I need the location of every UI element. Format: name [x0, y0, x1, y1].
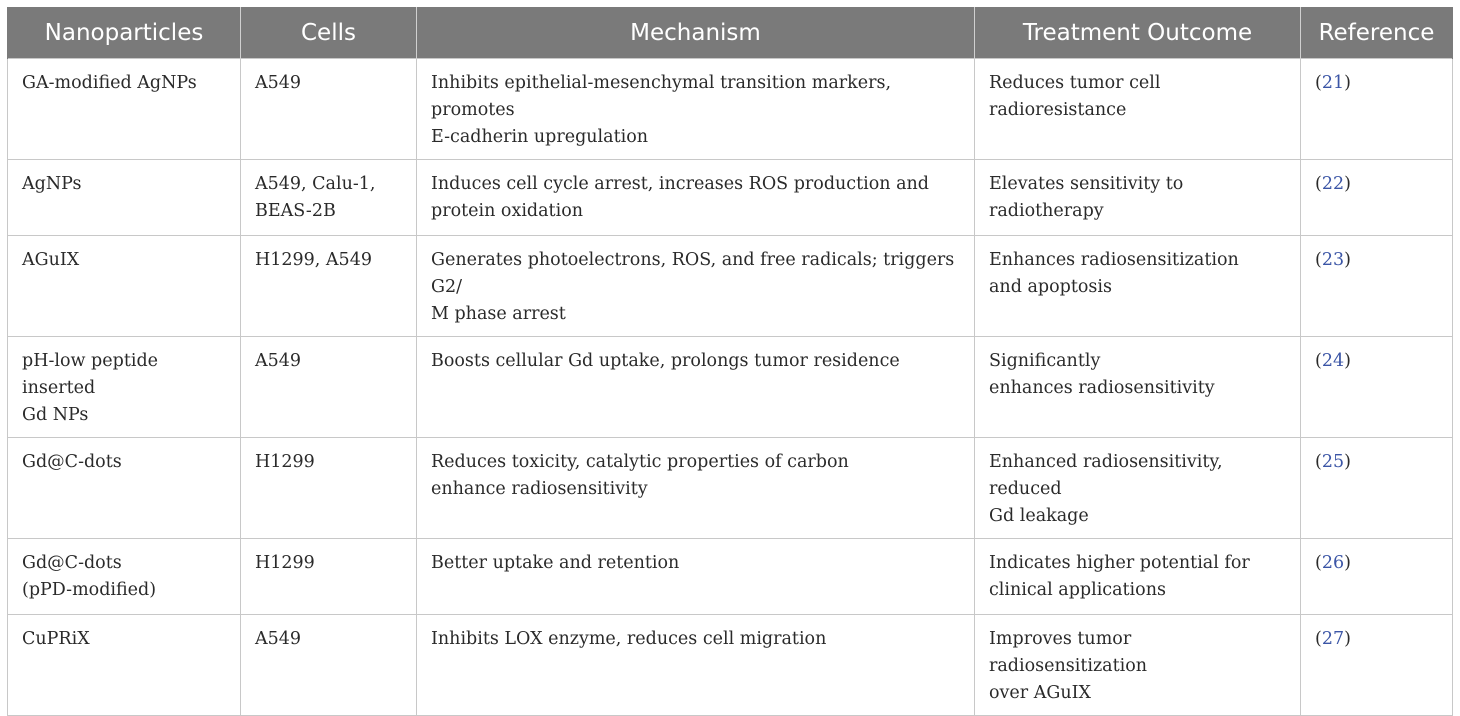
cell-text-line: Better uptake and retention — [431, 553, 680, 573]
cell-text-line: Boosts cellular Gd uptake, prolongs tumor residence — [431, 351, 900, 371]
cell-text-line: A549, Calu-1, — [255, 174, 376, 194]
header-reference: Reference — [1301, 7, 1453, 59]
table-row — [8, 539, 1453, 615]
cell-nanoparticle — [8, 539, 241, 615]
reference-paren: ( — [1315, 553, 1322, 573]
cell-text-line: E-cadherin upregulation — [431, 127, 649, 147]
nanoparticle-table — [7, 7, 1453, 716]
cell-text-line: protein oxidation — [431, 201, 583, 221]
table-header-row — [8, 7, 1453, 59]
reference-paren: ) — [1344, 73, 1351, 93]
cell-treatment-outcome — [975, 236, 1301, 337]
cell-nanoparticle — [8, 615, 241, 716]
reference-paren: ) — [1344, 174, 1351, 194]
reference-paren: ) — [1344, 351, 1351, 371]
cell-mechanism — [417, 160, 975, 236]
reference-paren: ( — [1315, 73, 1322, 93]
cell-text-line: AgNPs — [22, 174, 82, 194]
cell-text-line: GA-modified AgNPs — [22, 73, 197, 93]
cell-text-line: A549 — [255, 629, 302, 649]
cell-text-line: M phase arrest — [431, 304, 566, 324]
cell-nanoparticle — [8, 59, 241, 160]
cell-reference — [1301, 59, 1453, 160]
table-row — [8, 438, 1453, 539]
cell-text-line: H1299 — [255, 553, 315, 573]
table-row — [8, 160, 1453, 236]
cell-reference — [1301, 337, 1453, 438]
reference-link[interactable]: 26 — [1321, 553, 1345, 573]
cell-text-line: Improves tumor radiosensitization — [989, 629, 1148, 676]
cell-text-line: AGuIX — [22, 250, 80, 270]
cell-mechanism — [417, 438, 975, 539]
cell-text-line: Inhibits epithelial-mesenchymal transition markers, promotes — [431, 73, 892, 120]
reference-link[interactable]: 25 — [1321, 452, 1345, 472]
cell-text-line: A549 — [255, 73, 302, 93]
reference-paren: ) — [1344, 553, 1351, 573]
reference-link[interactable]: 27 — [1321, 629, 1345, 649]
header-nanoparticles: Nanoparticles — [8, 7, 241, 59]
reference-link[interactable]: 24 — [1321, 351, 1345, 371]
cell-text-line: and apoptosis — [989, 277, 1112, 297]
cell-mechanism — [417, 337, 975, 438]
cell-text-line: clinical applications — [989, 580, 1166, 600]
cell-text-line: Induces cell cycle arrest, increases ROS production and — [431, 174, 929, 194]
cell-cells — [241, 615, 417, 716]
reference-paren: ( — [1315, 452, 1322, 472]
header-cells: Cells — [241, 7, 417, 59]
reference-link[interactable]: 22 — [1321, 174, 1345, 194]
cell-text-line: (pPD-modified) — [22, 580, 157, 600]
cell-text-line: Enhanced radiosensitivity, reduced — [989, 452, 1223, 499]
cell-text-line: Indicates higher potential for — [989, 553, 1250, 573]
reference-paren: ( — [1315, 629, 1322, 649]
cell-reference — [1301, 236, 1453, 337]
cell-nanoparticle — [8, 337, 241, 438]
cell-cells — [241, 59, 417, 160]
reference-paren: ) — [1344, 250, 1351, 270]
cell-text-line: H1299, A549 — [255, 250, 372, 270]
cell-cells — [241, 160, 417, 236]
reference-link[interactable]: 21 — [1321, 73, 1345, 93]
table-row — [8, 59, 1453, 160]
cell-text-line: H1299 — [255, 452, 315, 472]
table-body — [8, 59, 1453, 716]
cell-text-line: pH-low peptide inserted — [22, 351, 159, 398]
cell-mechanism — [417, 236, 975, 337]
cell-text-line: A549 — [255, 351, 302, 371]
cell-nanoparticle — [8, 236, 241, 337]
reference-paren: ( — [1315, 250, 1322, 270]
cell-text-line: over AGuIX — [989, 683, 1091, 703]
cell-treatment-outcome — [975, 337, 1301, 438]
cell-cells — [241, 539, 417, 615]
cell-reference — [1301, 438, 1453, 539]
cell-mechanism — [417, 615, 975, 716]
cell-text-line: BEAS-2B — [255, 201, 336, 221]
table-row — [8, 337, 1453, 438]
reference-paren: ( — [1315, 174, 1322, 194]
cell-text-line: Gd NPs — [22, 405, 89, 425]
cell-reference — [1301, 615, 1453, 716]
cell-text-line: enhances radiosensitivity — [989, 378, 1215, 398]
cell-text-line: CuPRiX — [22, 629, 90, 649]
header-mechanism: Mechanism — [417, 7, 975, 59]
cell-treatment-outcome — [975, 539, 1301, 615]
table-row — [8, 615, 1453, 716]
cell-text-line: Generates photoelectrons, ROS, and free radicals; triggers G2/ — [431, 250, 955, 297]
cell-cells — [241, 236, 417, 337]
cell-text-line: enhance radiosensitivity — [431, 479, 648, 499]
cell-reference — [1301, 160, 1453, 236]
nanoparticle-table-container — [7, 7, 1452, 716]
reference-paren: ) — [1344, 629, 1351, 649]
cell-treatment-outcome — [975, 615, 1301, 716]
cell-mechanism — [417, 539, 975, 615]
reference-paren: ) — [1344, 452, 1351, 472]
reference-paren: ( — [1315, 351, 1322, 371]
cell-treatment-outcome — [975, 59, 1301, 160]
cell-text-line: Elevates sensitivity to radiotherapy — [989, 174, 1184, 221]
cell-text-line: Gd@C-dots — [22, 553, 122, 573]
cell-cells — [241, 337, 417, 438]
cell-text-line: Inhibits LOX enzyme, reduces cell migration — [431, 629, 827, 649]
cell-treatment-outcome — [975, 160, 1301, 236]
reference-link[interactable]: 23 — [1321, 250, 1345, 270]
cell-text-line: Reduces tumor cell radioresistance — [989, 73, 1161, 120]
cell-reference — [1301, 539, 1453, 615]
cell-treatment-outcome — [975, 438, 1301, 539]
table-row — [8, 236, 1453, 337]
header-treatment-outcome: Treatment Outcome — [975, 7, 1301, 59]
cell-nanoparticle — [8, 160, 241, 236]
cell-text-line: Reduces toxicity, catalytic properties of carbon — [431, 452, 849, 472]
cell-text-line: Gd@C-dots — [22, 452, 122, 472]
cell-text-line: Enhances radiosensitization — [989, 250, 1239, 270]
cell-nanoparticle — [8, 438, 241, 539]
cell-mechanism — [417, 59, 975, 160]
cell-cells — [241, 438, 417, 539]
cell-text-line: Gd leakage — [989, 506, 1089, 526]
cell-text-line: Significantly — [989, 351, 1101, 371]
